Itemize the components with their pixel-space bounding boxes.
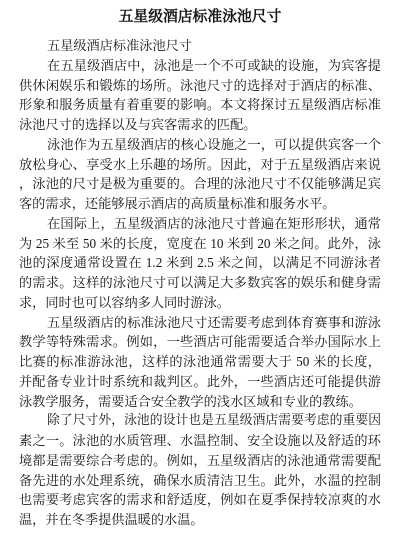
text-line: 境都是需要综合考虑的。例如，五星级酒店的泳池通常需要配 — [19, 452, 381, 468]
text-line: 温，并在冬季提供温暖的水温。 — [19, 512, 204, 527]
document-title: 五星级酒店标准泳池尺寸 — [118, 9, 282, 25]
text-line: 池的深度通常设置在 1.2 米到 2.5 米之间，以满足不同游泳者 — [19, 255, 381, 271]
paragraph-special-needs — [19, 313, 381, 412]
text-line: 为 25 米至 50 米的长度，宽度在 10 米到 20 米之间。此外，泳 — [19, 235, 381, 251]
text-line: 泳教学服务，需要适合安全教学的浅水区域和专业的教练。 — [19, 393, 362, 409]
text-line: 客的需求，还能够展示酒店的高质量标准和服务水平。 — [19, 196, 336, 211]
text-line: 教学等特殊需求。例如，一些酒店可能需要适合举办国际水上 — [19, 334, 381, 350]
paragraph-subtitle — [19, 36, 381, 56]
document-body — [19, 36, 381, 530]
text-line: 的需求。这样的泳池尺寸可以满足大多数宾客的娱乐和健身需 — [19, 275, 381, 290]
text-line: 比赛的标准游泳池，这样的泳池通常需要大于 50 米的长度， — [19, 354, 381, 369]
text-line: 泳池作为五星级酒店的核心设施之一，可以提供宾客一个 — [47, 136, 381, 152]
text-line: 五星级酒店的标准泳池尺寸还需要考虑到体育赛事和游泳 — [47, 314, 381, 330]
text-line: 泳池尺寸的选择以及与宾客需求的匹配。 — [19, 117, 257, 132]
text-line: 也需要考虑宾客的需求和舒适度，例如在夏季保持较凉爽的水 — [19, 492, 381, 508]
text-line: 放松身心、享受水上乐趣的场所。因此，对于五星级酒店来说 — [19, 156, 381, 172]
paragraph-pool-design — [19, 411, 381, 530]
paragraph-introduction — [19, 56, 381, 135]
paragraph-core-facility — [19, 135, 381, 214]
text-line: 在国际上，五星级酒店的泳池尺寸普遍在矩形形状，通常 — [47, 215, 381, 231]
text-line: 并配备专业计时系统和裁判区。此外，一些酒店还可能提供游 — [19, 373, 381, 389]
text-line: 除了尺寸外，泳池的设计也是五星级酒店需要考虑的重要因 — [47, 413, 381, 428]
text-line: ，泳池的尺寸是极为重要的。合理的泳池尺寸不仅能够满足宾 — [19, 176, 381, 192]
text-line: 供休闲娱乐和锻炼的场所。泳池尺寸的选择对于酒店的标准、 — [19, 77, 381, 93]
text-line: 形象和服务质量有着重要的影响。本文将探讨五星级酒店标准 — [19, 97, 381, 113]
text-line: 求，同时也可以容纳多人同时游泳。 — [19, 294, 230, 310]
text-line: 五星级酒店标准泳池尺寸 — [47, 38, 193, 53]
text-line: 在五星级酒店中，泳池是一个不可或缺的设施，为宾客提 — [47, 57, 381, 73]
text-line: 素之一。泳池的水质管理、水温控制、安全设施以及舒适的环 — [19, 433, 381, 448]
text-line: 备先进的水处理系统，确保水质清洁卫生。此外，水温的控制 — [19, 472, 381, 488]
paragraph-international-sizes — [19, 214, 381, 313]
